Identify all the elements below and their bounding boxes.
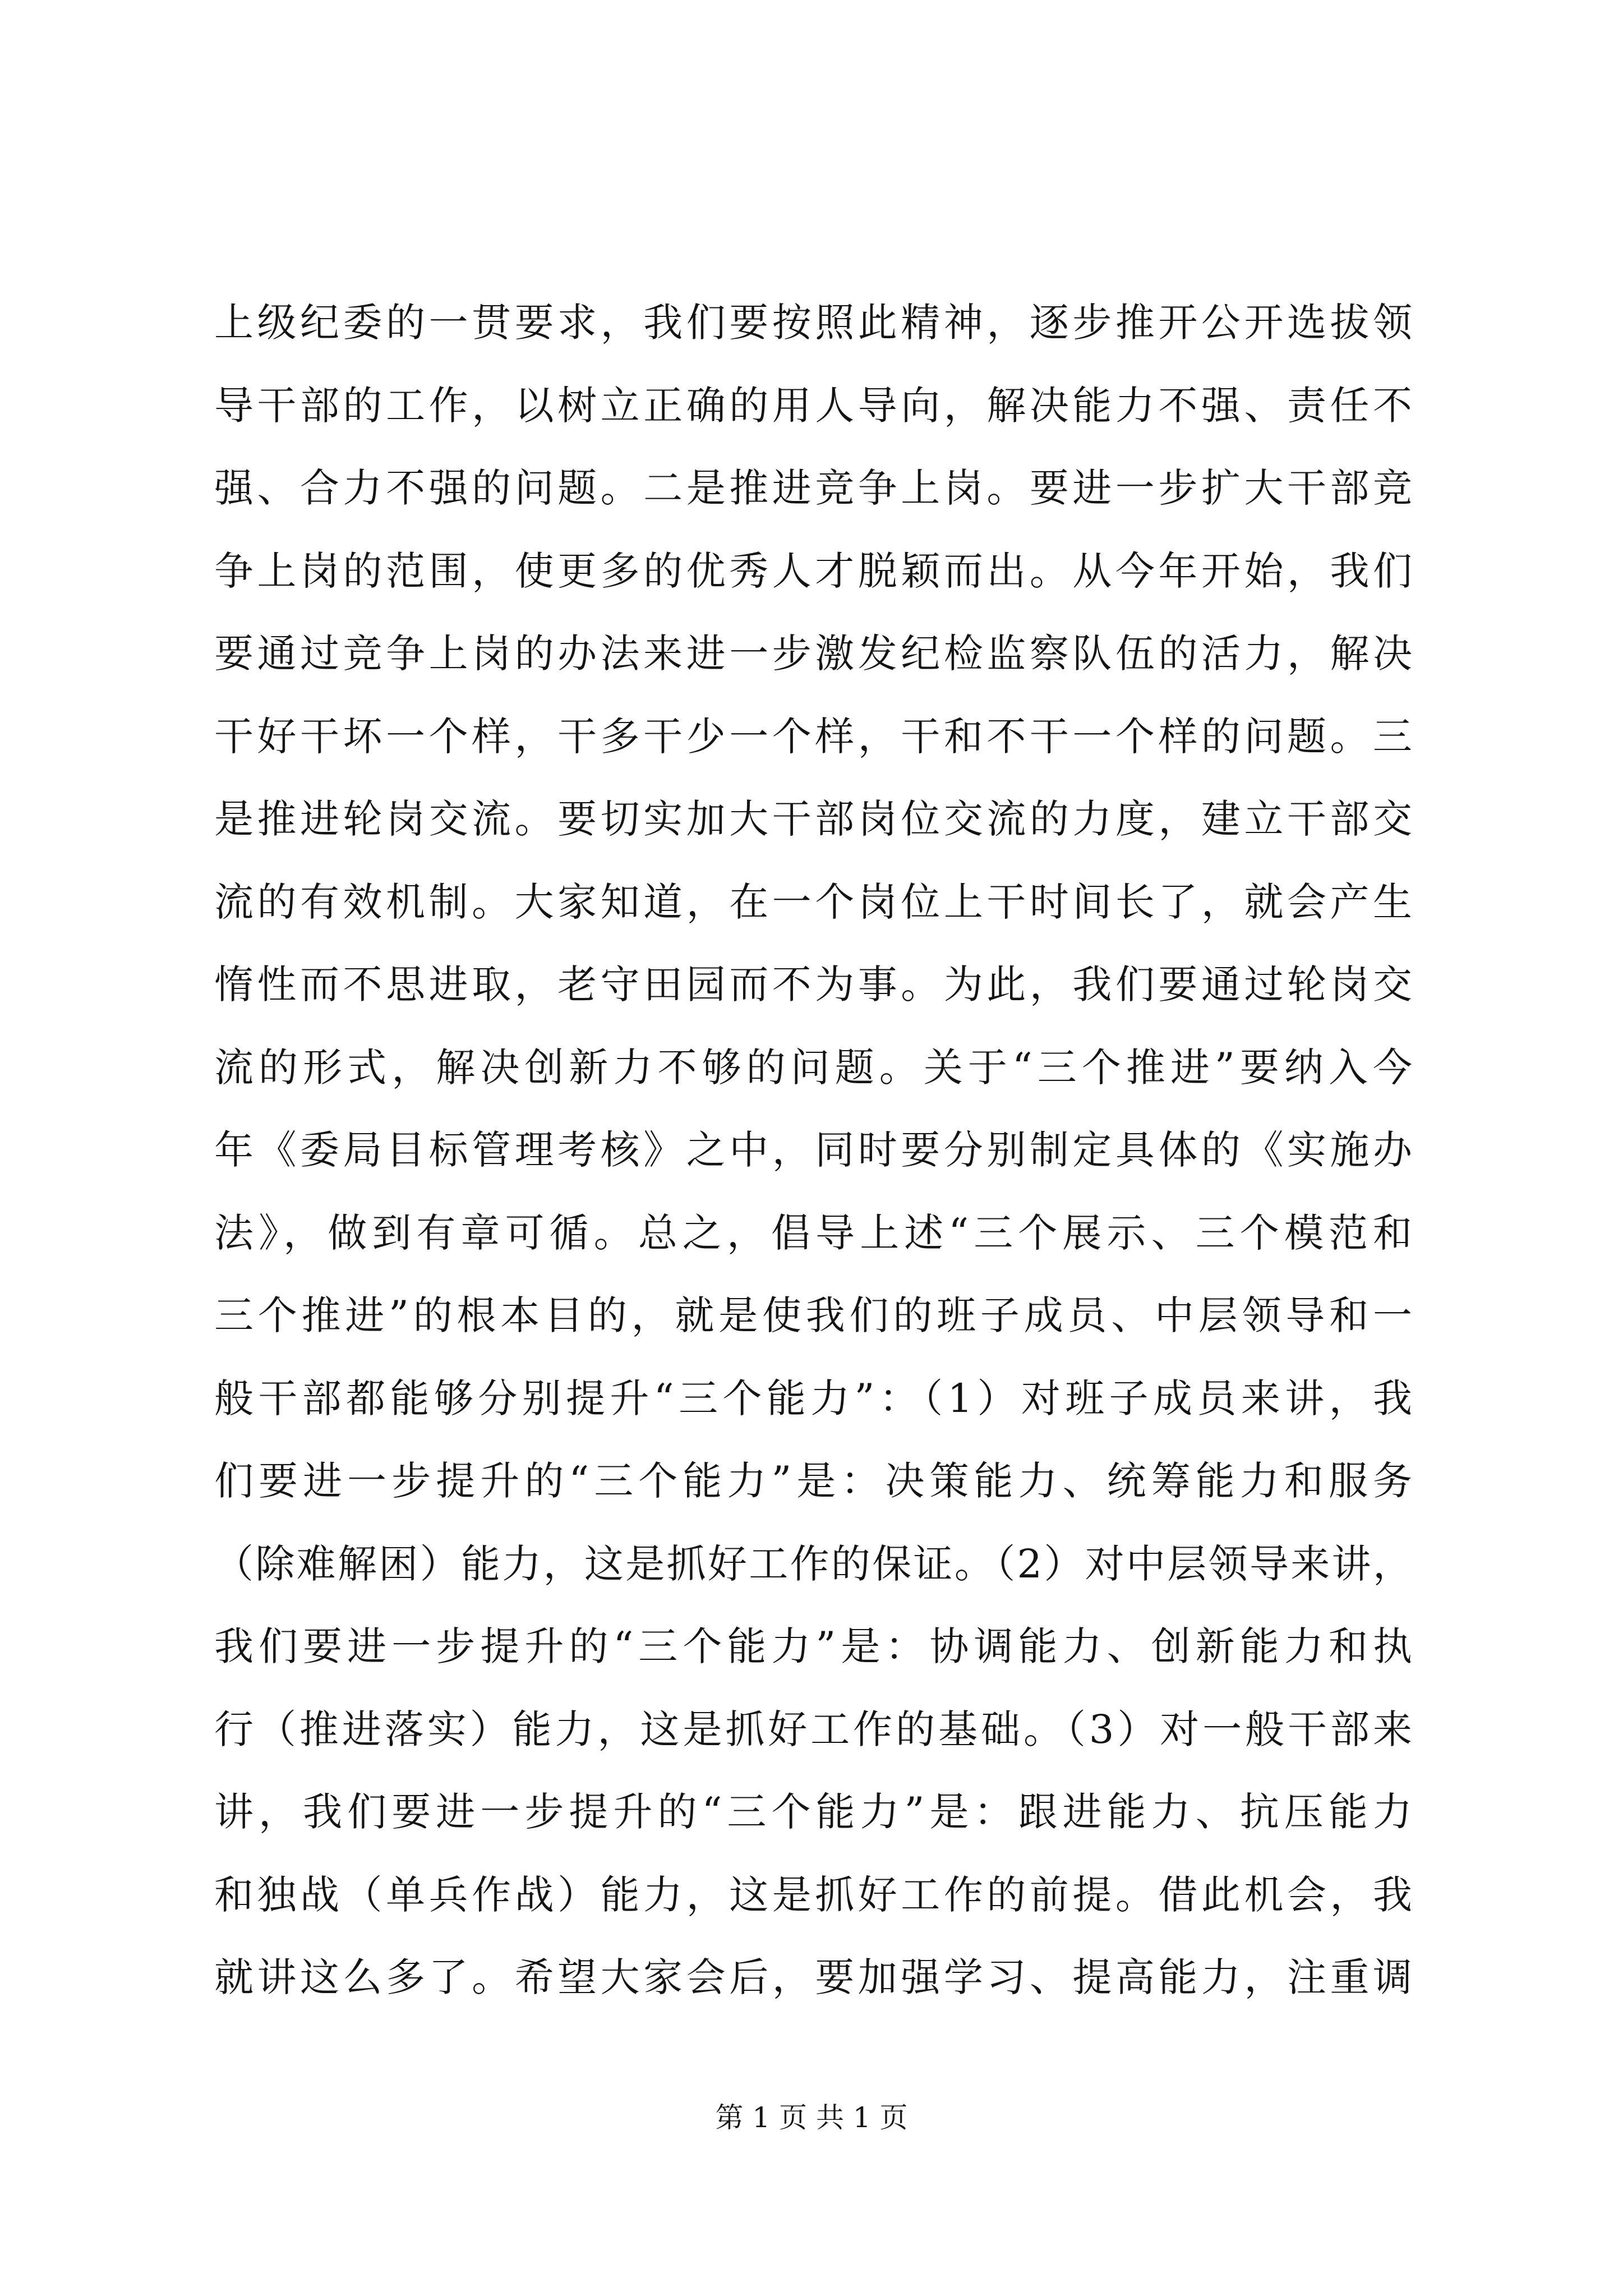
text-line: 干好干坏一个样，干多干少一个样，干和不干一个样的问题。三	[214, 713, 1412, 760]
text-line: 们要进一步提升的“三个能力”是：决策能力、统筹能力和服务	[214, 1458, 1412, 1504]
text-line: 导干部的工作，以树立正确的用人导向，解决能力不强、责任不	[214, 382, 1412, 429]
text-line: 争上岗的范围，使更多的优秀人才脱颖而出。从今年开始，我们	[214, 547, 1412, 594]
page-number-label: 第 1 页 共 1 页	[715, 2101, 908, 2134]
text-line: 三个推进”的根本目的，就是使我们的班子成员、中层领导和一	[214, 1292, 1412, 1338]
text-line: 要通过竞争上岗的办法来进一步激发纪检监察队伍的活力，解决	[214, 631, 1412, 677]
text-line: （除难解困）能力，这是抓好工作的保证。（2）对中层领导来讲，	[214, 1540, 1412, 1587]
text-line: 般干部都能够分别提升“三个能力”：（1）对班子成员来讲，我	[214, 1375, 1412, 1421]
text-line: 我们要进一步提升的“三个能力”是：协调能力、创新能力和执	[214, 1623, 1412, 1669]
text-line: 行（推进落实）能力，这是抓好工作的基础。（3）对一般干部来	[214, 1706, 1412, 1752]
text-line: 惰性而不思进取，老守田园而不为事。为此，我们要通过轮岗交	[214, 961, 1412, 1007]
text-line: 流的形式，解决创新力不够的问题。关于“三个推进”要纳入今	[214, 1044, 1412, 1091]
text-line: 年《委局目标管理考核》之中，同时要分别制定具体的《实施办	[214, 1127, 1412, 1173]
page-footer	[0, 2098, 1623, 2137]
text-line: 法》，做到有章可循。总之，倡导上述“三个展示、三个模范和	[214, 1209, 1412, 1256]
text-line: 是推进轮岗交流。要切实加大干部岗位交流的力度，建立干部交	[214, 796, 1412, 842]
text-line: 就讲这么多了。希望大家会后，要加强学习、提高能力，注重调	[214, 1954, 1412, 2000]
text-line: 和独战（单兵作战）能力，这是抓好工作的前提。借此机会，我	[214, 1871, 1412, 1918]
text-line: 讲，我们要进一步提升的“三个能力”是：跟进能力、抗压能力	[214, 1789, 1412, 1835]
text-line: 强、合力不强的问题。二是推进竞争上岗。要进一步扩大干部竞	[214, 465, 1412, 511]
body-text	[214, 282, 1412, 2019]
text-line: 流的有效机制。大家知道，在一个岗位上干时间长了，就会产生	[214, 878, 1412, 925]
text-line: 上级纪委的一贯要求，我们要按照此精神，逐步推开公开选拔领	[214, 300, 1412, 346]
